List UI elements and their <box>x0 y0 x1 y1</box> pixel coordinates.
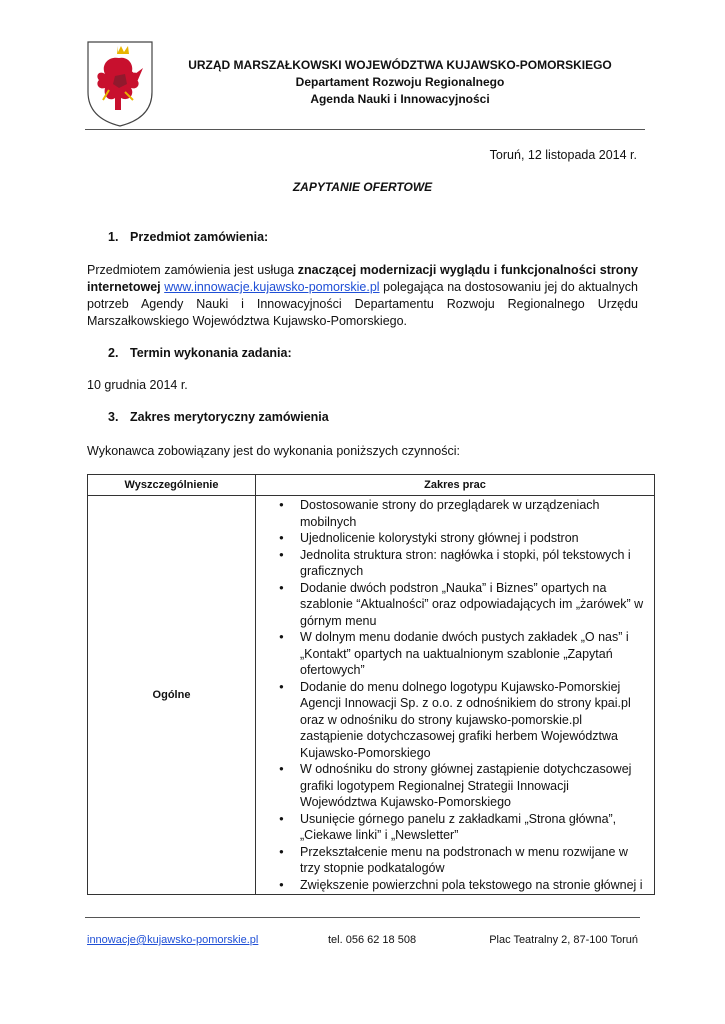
list-item: ● Jednolita struktura stron: nagłówka i stopki, pól tekstowych i graficznych <box>300 547 648 580</box>
website-link[interactable]: www.innowacje.kujawsko-pomorskie.pl <box>164 280 380 294</box>
list-item: ● Usunięcie górnego panelu z zakładkami „Strona główna”, „Ciekawe linki” i „Newsletter” <box>300 811 648 844</box>
list-item: ● Dodanie do menu dolnego logotypu Kujawsko-Pomorskiej Agencji Innowacji Sp. z o.o. z odnośnikiem do strony kpai.pl oraz w odnośniku do strony kujawsko-pomorskie.pl zastąpienie dotychczasowej grafiki herbem Województwa Kujawsko-Pomorskiego <box>300 679 648 762</box>
scope-table <box>87 474 655 895</box>
bold-phrase: znaczącej modernizacji wyglądu i funkcjonalności strony internetowej <box>87 263 638 294</box>
department-name: Departament Rozwoju Regionalnego <box>295 75 505 89</box>
section-heading-1: 1. Przedmiot zamówienia: <box>108 230 269 244</box>
header-divider <box>85 129 645 130</box>
list-item: ● W dolnym menu dodanie dwóch pustych zakładek „O nas” i „Kontakt” opartych na uaktualnionym szablonie „Zapytań ofertowych” <box>300 629 648 679</box>
deadline-text: 10 grudnia 2014 r. <box>87 378 188 392</box>
list-item: ● Ujednolicenie kolorystyki strony głównej i podstron <box>300 530 648 547</box>
institution-header <box>160 57 640 108</box>
list-item: ● W odnośniku do strony głównej zastąpienie dotychczasowej grafiki logotypem Regionalnej Strategii Innowacji Województwa Kujawsko-Pomorskiego <box>300 761 648 811</box>
list-item: ● Dodanie dwóch podstron „Nauka” i Biznes” opartych na szablonie “Aktualności” oraz odpowiadających im „żarówek” w górnym menu <box>300 580 648 630</box>
institution-name: URZĄD MARSZAŁKOWSKI WOJEWÓDZTWA KUJAWSKO-POMORSKIEGO <box>188 58 612 72</box>
footer-address: Plac Teatralny 2, 87-100 Toruń <box>489 934 638 946</box>
list-item: ● Dostosowanie strony do przeglądarek w urządzeniach mobilnych <box>300 497 648 530</box>
scope-cell <box>256 496 655 895</box>
footer-email-link[interactable]: innowacje@kujawsko-pomorskie.pl <box>87 934 259 946</box>
section-heading-2: 2. Termin wykonania zadania: <box>108 346 292 360</box>
list-item: ● Przekształcenie menu na podstronach w menu rozwijane w trzy stopnie podkatalogów <box>300 844 648 877</box>
scope-list <box>256 496 654 893</box>
footer-divider <box>85 917 640 918</box>
column-header-scope: Zakres prac <box>256 475 655 496</box>
table-header-row <box>88 475 655 496</box>
section-1-body: Przedmiotem zamówienia jest usługa znaczącej modernizacji wyglądu i funkcjonalności strony internetowej www.innowacje.kujawsko-pomorskie.pl polegająca na dostosowaniu jej do aktualnych potrzeb Agendy Nauki i Innowacyjności Departamentu Rozwoju Regionalnego Urzędu Marszałkowskiego Województwa Kujawsko-Pomorskiego. <box>87 263 638 328</box>
coat-of-arms-icon <box>85 40 155 128</box>
column-header-specification: Wyszczególnienie <box>88 475 256 496</box>
footer-phone: tel. 056 62 18 508 <box>328 934 417 946</box>
section-3-intro: Wykonawca zobowiązany jest do wykonania poniższych czynności: <box>87 444 460 458</box>
document-title: ZAPYTANIE OFERTOWE <box>292 180 433 194</box>
category-cell: Ogólne <box>88 496 256 895</box>
agency-name: Agenda Nauki i Innowacyjności <box>310 92 490 106</box>
table-row <box>88 496 655 895</box>
section-heading-3: 3. Zakres merytoryczny zamówienia <box>108 410 329 424</box>
list-item: ● Zwiększenie powierzchni pola tekstowego na stronie głównej i <box>300 877 648 894</box>
document-date: Toruń, 12 listopada 2014 r. <box>489 148 637 162</box>
